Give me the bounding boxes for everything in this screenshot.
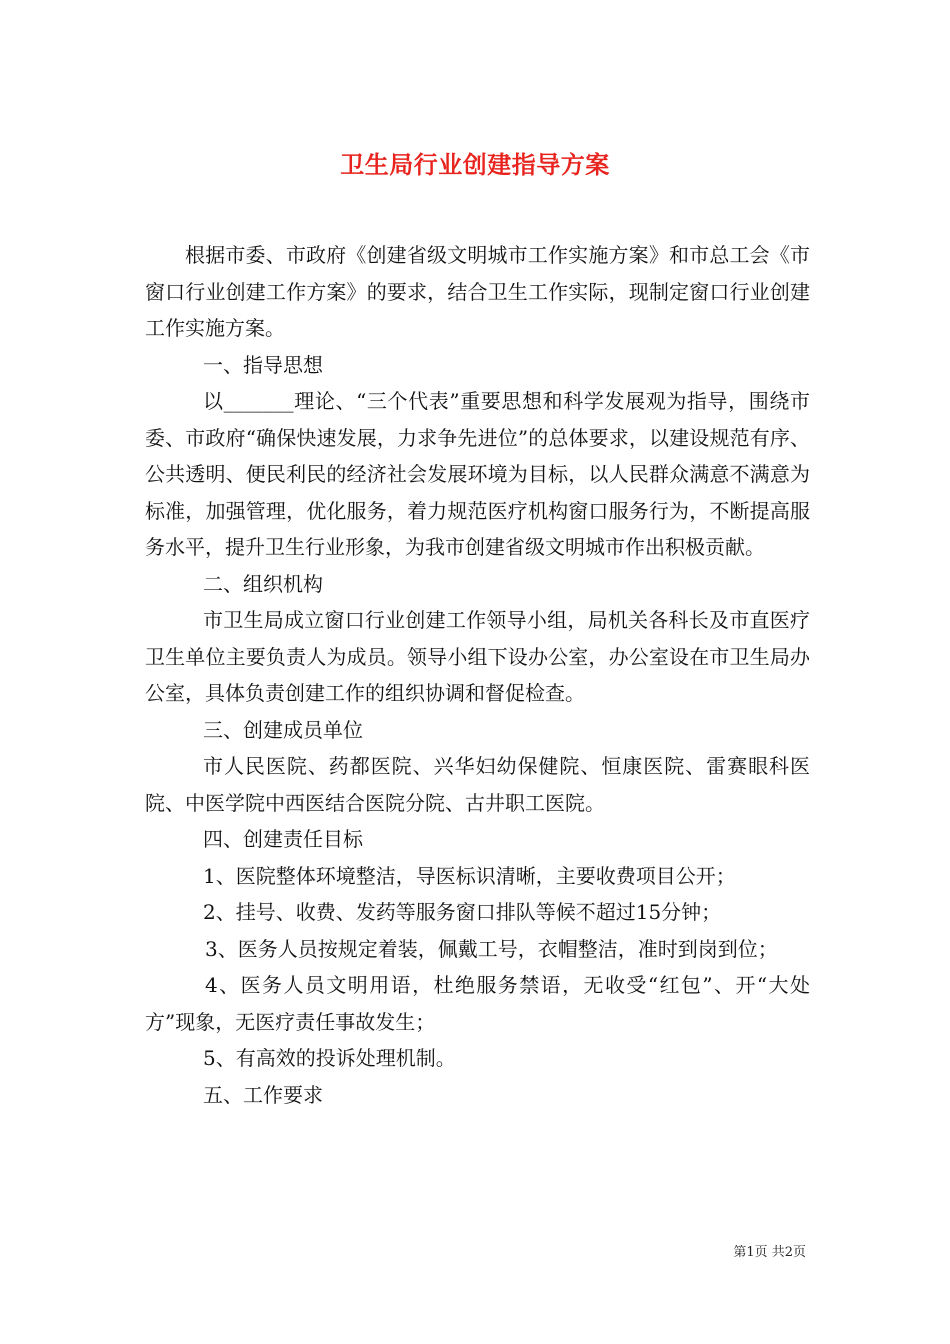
section-heading-targets: 四、创建责任目标 xyxy=(203,827,363,851)
target-item-1: 1、医院整体环境整洁，导医标识清晰，主要收费项目公开； xyxy=(203,863,736,888)
section-heading-organization: 二、组织机构 xyxy=(203,571,323,596)
target-item-5: 5、有高效的投诉处理机制。 xyxy=(203,1046,456,1070)
section-heading-member-units: 三、创建成员单位 xyxy=(203,717,363,742)
member-units-paragraph: 市人民医院、药都医院、兴华妇幼保健院、恒康医院、雷赛眼科医院、中医学院中西医结合医院分院、古井职工医院。 xyxy=(145,754,810,815)
guiding-ideology-paragraph: 以_______理论、“三个代表”重要思想和科学发展观为指导，围绕市委、市政府“确保快速发展，力求争先进位”的总体要求，以建设规范有序、公共透明、便民利民的经济社会发展环境为目标，以人民群众满意不满意为标准，加强管理，优化服务，着力规范医疗机构窗口服务行为，不断提高服务水平，提升卫生行业形象，为我市创建省级文明城市作出积极贡献。 xyxy=(145,389,810,559)
page-number: 第1页 共2页 xyxy=(733,1245,806,1260)
intro-paragraph: 根据市委、市政府《创建省级文明城市工作实施方案》和市总工会《市窗口行业创建工作方案》的要求，结合卫生工作实际，现制定窗口行业创建工作实施方案。 xyxy=(145,243,810,340)
organization-paragraph: 市卫生局成立窗口行业创建工作领导小组，局机关各科长及市直医疗卫生单位主要负责人为成员。领导小组下设办公室，办公室设在市卫生局办公室，具体负责创建工作的组织协调和督促检查。 xyxy=(145,608,810,705)
section-heading-guiding-ideology: 一、指导思想 xyxy=(203,352,323,377)
target-item-2: 2、挂号、收费、发药等服务窗口排队等候不超过15分钟； xyxy=(203,900,722,924)
document-body xyxy=(145,237,810,1113)
page-title: 卫生局行业创建指导方案 xyxy=(340,151,610,180)
section-heading-work-requirements: 五、工作要求 xyxy=(203,1082,323,1107)
target-item-3: 3、医务人员按规定着装，佩戴工号，衣帽整洁，准时到岗到位； xyxy=(205,936,778,961)
target-item-4: 4、医务人员文明用语，杜绝服务禁语，无收受“红包”、开“大处方”现象，无医疗责任事故发生； xyxy=(145,973,810,1034)
